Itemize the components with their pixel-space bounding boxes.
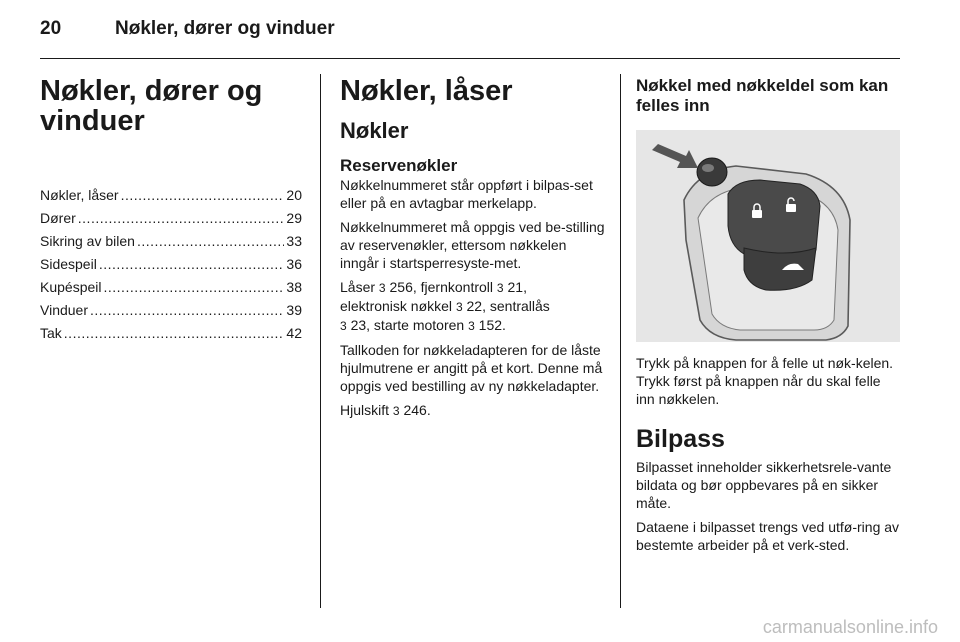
paragraph: Dataene i bilpasset trengs ved utfø-ring av bestemte arbeider på et verk-sted. bbox=[636, 519, 900, 553]
toc-entry[interactable]: Dører ..... 29 bbox=[40, 207, 302, 230]
section-title: Nøkler, låser bbox=[340, 75, 513, 107]
right-column bbox=[636, 76, 900, 560]
folding-key-illustration bbox=[636, 130, 900, 342]
xref-arrow-icon: 3 bbox=[392, 404, 400, 418]
xref-link[interactable]: 246 bbox=[403, 402, 427, 418]
xref-arrow-icon: 3 bbox=[468, 319, 475, 333]
cross-reference-paragraph: Låser 3 256, fjernkontroll 3 21, elektronisk nøkkel 3 22, sentrallås 3 23, starte motoren 3 152. bbox=[340, 279, 550, 333]
pointer-arrow-icon bbox=[652, 144, 698, 168]
xref-arrow-icon: 3 bbox=[378, 281, 386, 295]
toc-entry[interactable]: Nøkler, låser ..... 20 bbox=[40, 184, 302, 207]
subsection-title: Nøkler bbox=[340, 118, 409, 143]
page-header bbox=[40, 16, 920, 46]
toc-entry[interactable]: Sikring av bilen ..... 33 bbox=[40, 230, 302, 253]
toc-entry[interactable]: Sidespeil ..... 36 bbox=[40, 253, 302, 276]
xref-arrow-icon: 3 bbox=[496, 281, 504, 295]
page-number: 20 bbox=[40, 18, 62, 39]
key-fob-icon bbox=[636, 130, 900, 342]
key-release-button bbox=[697, 158, 727, 186]
toc-entry[interactable]: Tak ..... 42 bbox=[40, 322, 302, 345]
table-of-contents bbox=[40, 184, 302, 345]
chapter-title: Nøkler, dører og vinduer bbox=[40, 75, 263, 137]
column-divider-left bbox=[320, 74, 321, 608]
section-column bbox=[340, 76, 606, 426]
xref-link[interactable]: 22 bbox=[466, 298, 483, 314]
xref-link[interactable]: 23 bbox=[350, 317, 367, 333]
bilpass-title: Bilpass bbox=[636, 425, 725, 453]
column-divider-right bbox=[620, 74, 621, 608]
running-title: Nøkler, dører og vinduer bbox=[115, 18, 335, 39]
xref-link[interactable]: 152 bbox=[478, 317, 503, 333]
cross-reference-paragraph: Hjulskift 3 246. bbox=[340, 402, 431, 418]
paragraph: Bilpasset inneholder sikkerhetsrele-vante bildata og bør oppbevares på en sikker måte. bbox=[636, 459, 892, 511]
subsubsection-title: Reservenøkler bbox=[340, 156, 458, 175]
paragraph: Tallkoden for nøkkeladapteren for de låste hjulmutrene er angitt på et kort. Denne må oppgis ved bestilling av ny nøkkeladapter. bbox=[340, 342, 603, 394]
toc-entry[interactable]: Kupéspeil ..... 38 bbox=[40, 276, 302, 299]
watermark: carmanualsonline.info bbox=[762, 617, 938, 637]
xref-arrow-icon: 3 bbox=[340, 319, 347, 333]
paragraph: Trykk på knappen for å felle ut nøk-kelen. Trykk først på knappen når du skal felle inn nøkkelen. bbox=[636, 355, 894, 407]
paragraph: Nøkkelnummeret må oppgis ved be-stilling av reservenøkler, ettersom nøkkelen inngår i startsperresyste-met. bbox=[340, 219, 605, 271]
header-rule bbox=[40, 58, 900, 59]
xref-link[interactable]: 21 bbox=[507, 279, 524, 295]
paragraph: Nøkkelnummeret står oppført i bilpas-set eller på en avtagbar merkelapp. bbox=[340, 177, 593, 211]
toc-entry[interactable]: Vinduer ..... 39 bbox=[40, 299, 302, 322]
figure-heading: Nøkkel med nøkkeldel som kan felles inn bbox=[636, 76, 889, 115]
chapter-column bbox=[40, 76, 302, 345]
xref-link[interactable]: 256 bbox=[389, 279, 413, 295]
xref-arrow-icon: 3 bbox=[455, 300, 463, 314]
button-panel bbox=[728, 180, 820, 257]
